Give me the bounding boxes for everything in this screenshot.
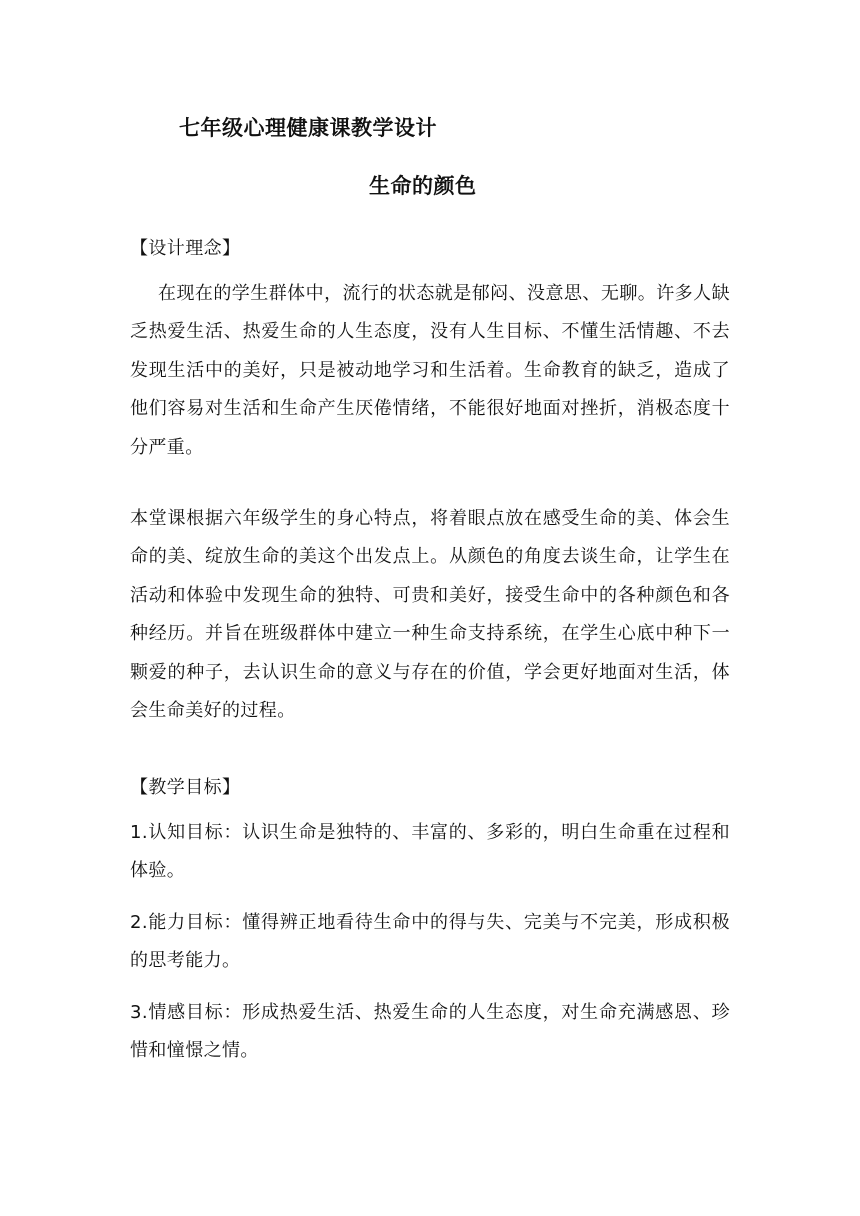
teaching-goal-1: 1.认知目标：认识生命是独特的、丰富的、多彩的，明白生命重在过程和体验。 bbox=[130, 822, 730, 882]
document-subtitle: 生命的颜色 bbox=[369, 174, 477, 198]
design-concept-paragraph-1: 在现在的学生群体中，流行的状态就是郁闷、没意思、无聊。许多人缺乏热爱生活、热爱生命的人生态度，没有人生目标、不懂生活情趣、不去发现生活中的美好，只是被动地学习和生活着。生命教育的缺乏，造成了他们容易对生活和生命产生厌倦情绪，不能很好地面对挫折，消极态度十分严重。 bbox=[130, 283, 730, 458]
teaching-goal-3: 3.情感目标：形成热爱生活、热爱生命的人生态度，对生命充满感恩、珍惜和憧憬之情。 bbox=[130, 1002, 730, 1062]
design-concept-heading: 【设计理念】 bbox=[130, 238, 241, 259]
teaching-goals-heading: 【教学目标】 bbox=[130, 777, 241, 798]
design-concept-paragraph-2: 本堂课根据六年级学生的身心特点，将着眼点放在感受生命的美、体会生命的美、绽放生命的美这个出发点上。从颜色的角度去谈生命，让学生在活动和体验中发现生命的独特、可贵和美好，接受生命中的各种颜色和各种经历。并旨在班级群体中建立一种生命支持系统，在学生心底中种下一颗爱的种子，去认识生命的意义与存在的价值，学会更好地面对生活，体会生命美好的过程。 bbox=[130, 508, 730, 722]
teaching-goal-2: 2.能力目标：懂得辨正地看待生命中的得与失、完美与不完美，形成积极的思考能力。 bbox=[130, 912, 730, 972]
document-title: 七年级心理健康课教学设计 bbox=[179, 116, 437, 140]
